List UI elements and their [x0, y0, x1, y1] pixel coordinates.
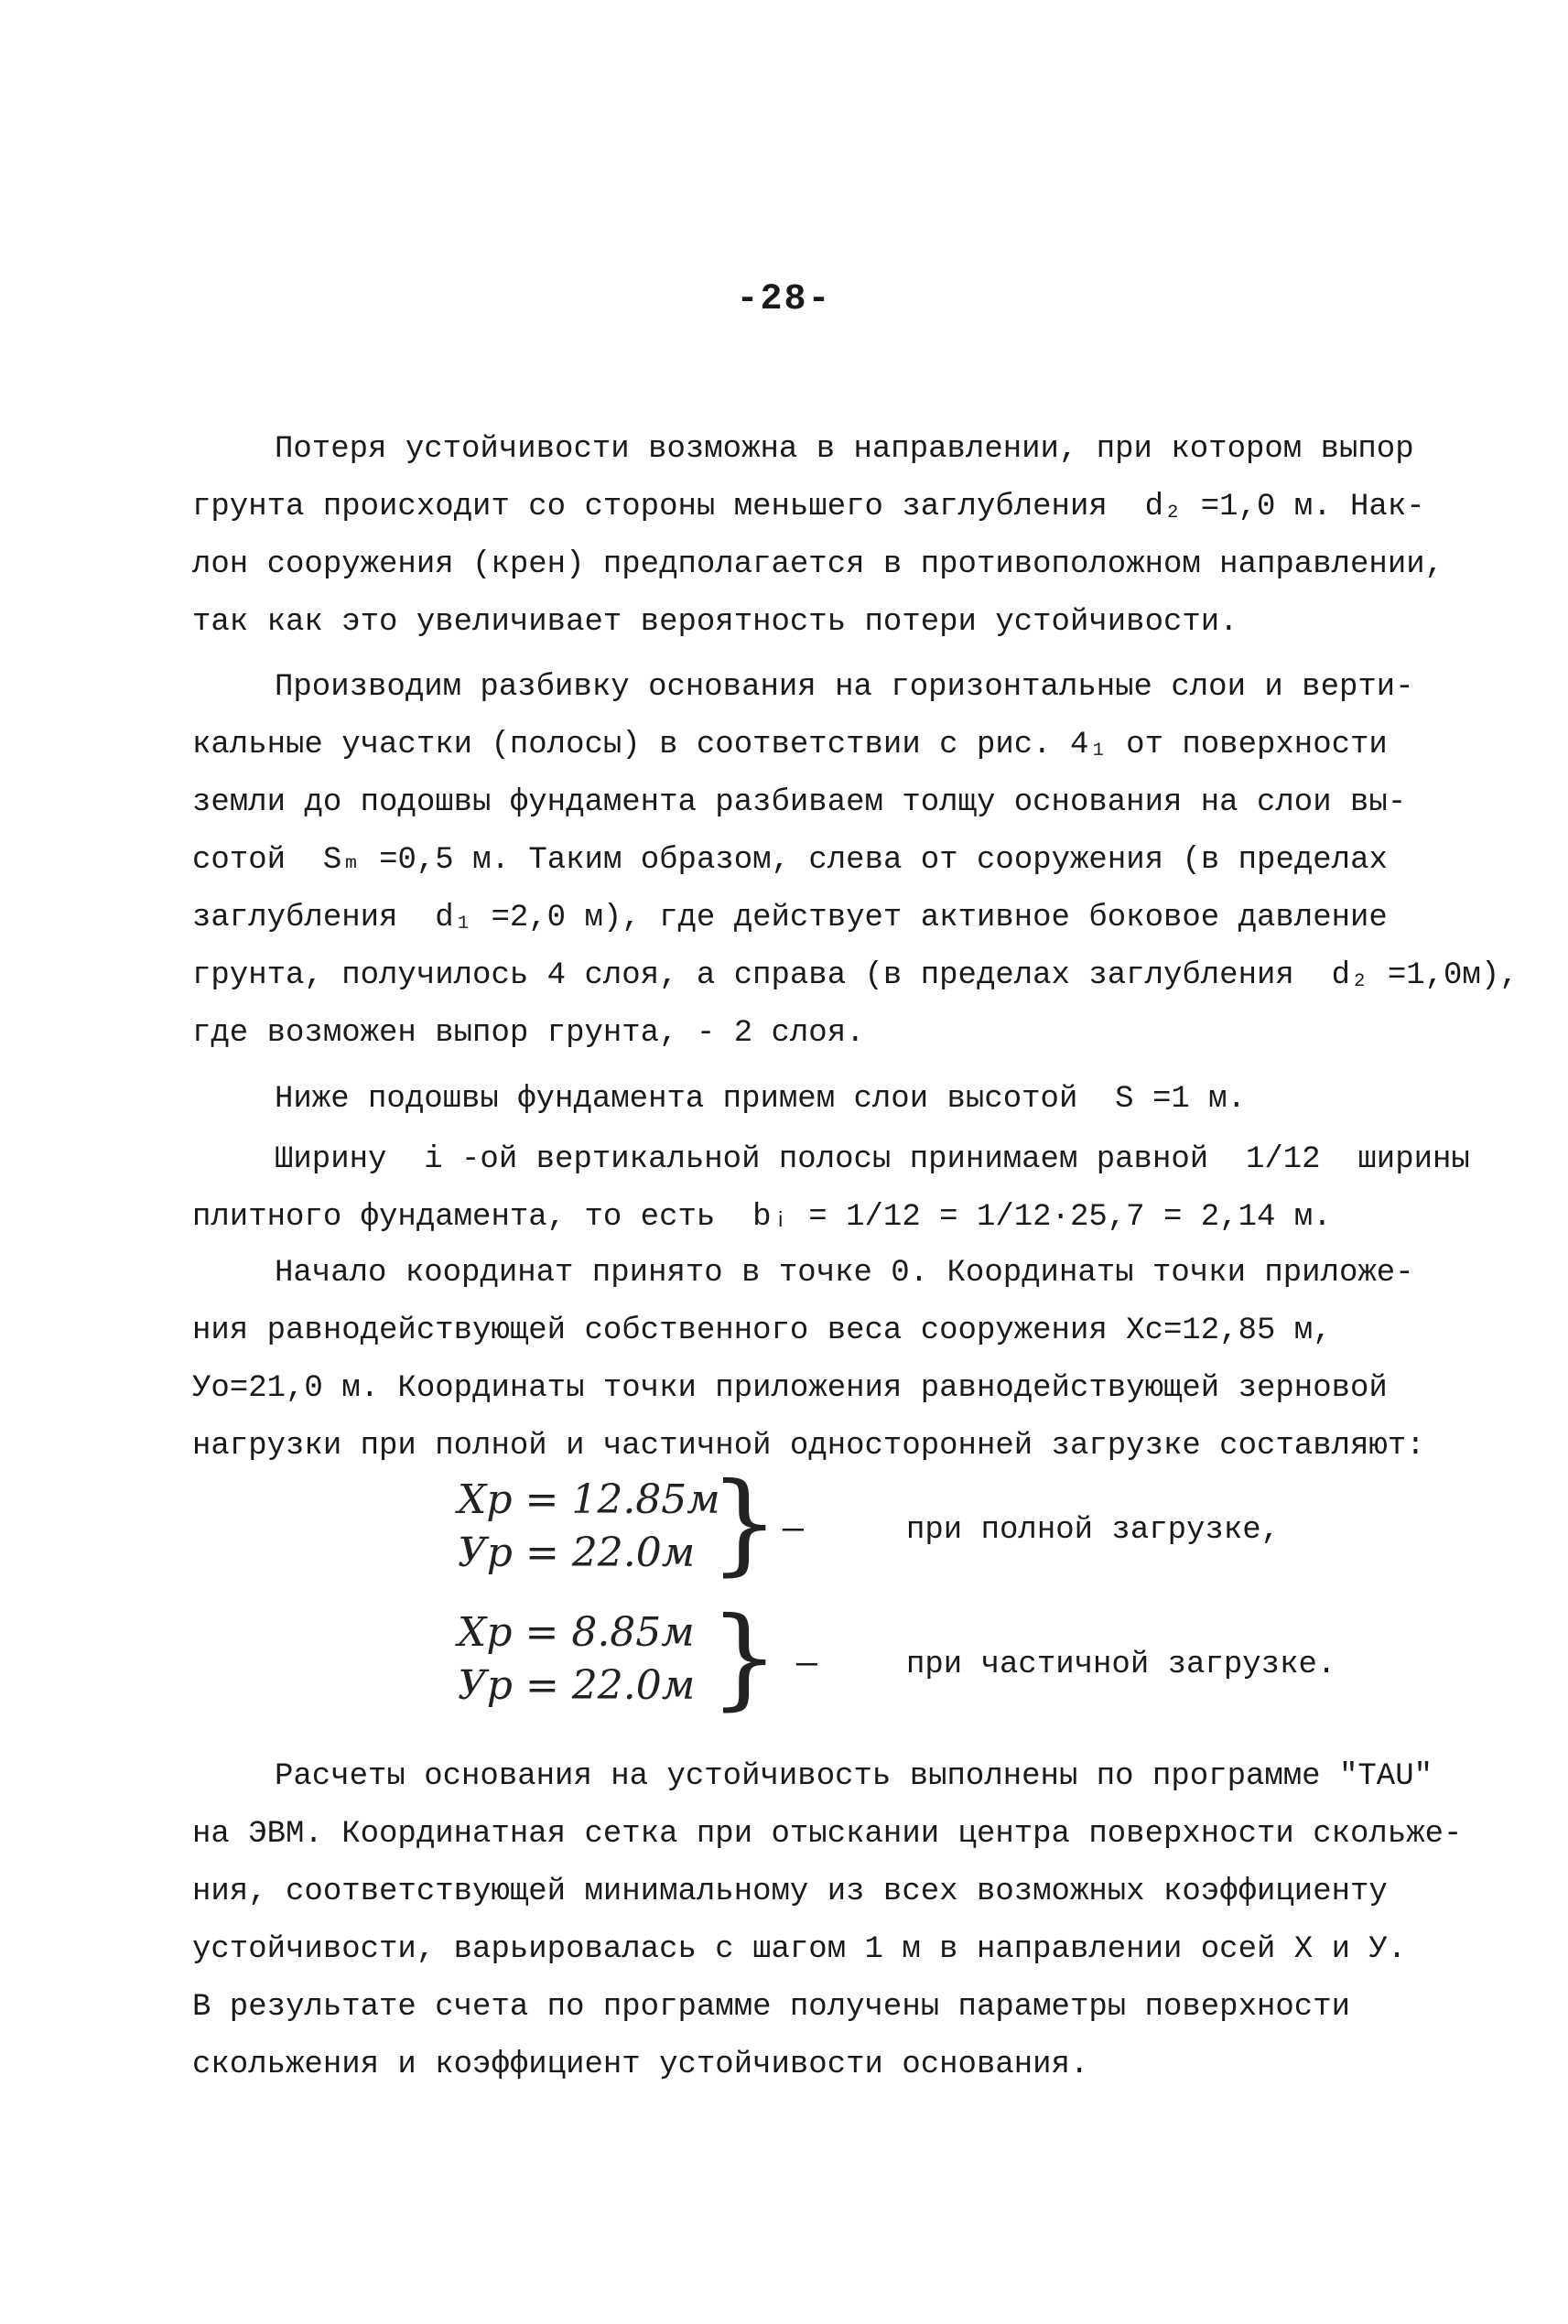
formula-full-load [458, 1474, 720, 1580]
text-line: сотой Sₘ =0,5 м. Таким образом, слева от сооружения (в пределах [192, 843, 1388, 878]
formula-xp-partial: Xp = 8.85м [458, 1609, 695, 1656]
text-line: где возможен выпор грунта, - 2 слоя. [192, 1016, 865, 1051]
text-line: плитного фундамента, то есть bᵢ = 1/12 = 1/12·25,7 = 2,14 м. [192, 1200, 1332, 1235]
text-line: так как это увеличивает вероятность потери устойчивости. [192, 605, 1238, 640]
text-line: на ЭВМ. Координатная сетка при отыскании центра поверхности скольже- [192, 1817, 1463, 1852]
text-line: Ширину i -ой вертикальной полосы принимаем равной 1/12 ширины [275, 1142, 1470, 1177]
text-line: Расчеты основания на устойчивость выполнены по программе "TAU" [275, 1759, 1433, 1794]
paragraph-calculation [192, 1748, 1463, 2094]
text-line: ния, соответствующей минимальному из всех возможных коэффициенту [192, 1875, 1388, 1909]
text-line: грунта происходит со стороны меньшего заглубления d₂ =1,0 м. Нак- [192, 490, 1425, 524]
label-partial-load: при частичной загрузке. [906, 1648, 1336, 1682]
paragraph-layer-height [192, 1071, 1391, 1129]
formula-yp-full: Уp = 22.0м [458, 1530, 696, 1576]
text-line: нагрузки при полной и частичной односторонней загрузке составляют: [192, 1429, 1425, 1464]
paragraph-stability-loss [192, 421, 1444, 652]
text-line: кальные участки (полосы) в соответствии с рис. 4₁ от поверхности [192, 728, 1388, 762]
formula-partial-load [458, 1606, 695, 1713]
text-line: лон сооружения (крен) предполагается в противоположном направлении, [192, 547, 1444, 582]
text-line: Производим разбивку основания на горизонтальные слои и верти- [275, 670, 1414, 705]
formula-dash: — [796, 1645, 817, 1684]
text-line: Начало координат принято в точке 0. Координаты точки приложе- [275, 1256, 1414, 1291]
text-line: Потеря устойчивости возможна в направлении, при котором выпор [275, 432, 1414, 467]
right-brace-icon: } [709, 1460, 780, 1587]
text-line: В результате счета по программе получены параметры поверхности [192, 1990, 1351, 2025]
text-line: Ниже подошвы фундамента примем слои высотой S =1 м. [275, 1082, 1246, 1117]
formula-xp-full: Xp = 12.85м [458, 1476, 720, 1523]
label-full-load: при полной загрузке, [906, 1513, 1281, 1548]
page-number: -28- [736, 279, 832, 320]
text-line: Уо=21,0 м. Координаты точки приложения равнодействующей зерновой [192, 1371, 1388, 1406]
text-line: устойчивости, варьировалась с шагом 1 м в направлении осей X и У. [192, 1932, 1407, 1967]
paragraph-layer-division [192, 659, 1519, 1063]
text-line: ния равнодействующей собственного веса сооружения Xc=12,85 м, [192, 1313, 1332, 1348]
paragraph-strip-width [192, 1131, 1470, 1247]
text-line: заглубления d₁ =2,0 м), где действует активное боковое давление [192, 901, 1388, 935]
formula-dash: — [783, 1510, 804, 1550]
text-line: скольжения и коэффициент устойчивости основания. [192, 2048, 1089, 2082]
formula-yp-partial: Уp = 22.0м [458, 1662, 696, 1709]
right-brace-icon: } [709, 1594, 780, 1722]
text-line: грунта, получилось 4 слоя, а справа (в пределах заглубления d₂ =1,0м), [192, 958, 1519, 993]
paragraph-coordinates [192, 1245, 1425, 1475]
text-line: земли до подошвы фундамента разбиваем толщу основания на слои вы- [192, 785, 1407, 820]
